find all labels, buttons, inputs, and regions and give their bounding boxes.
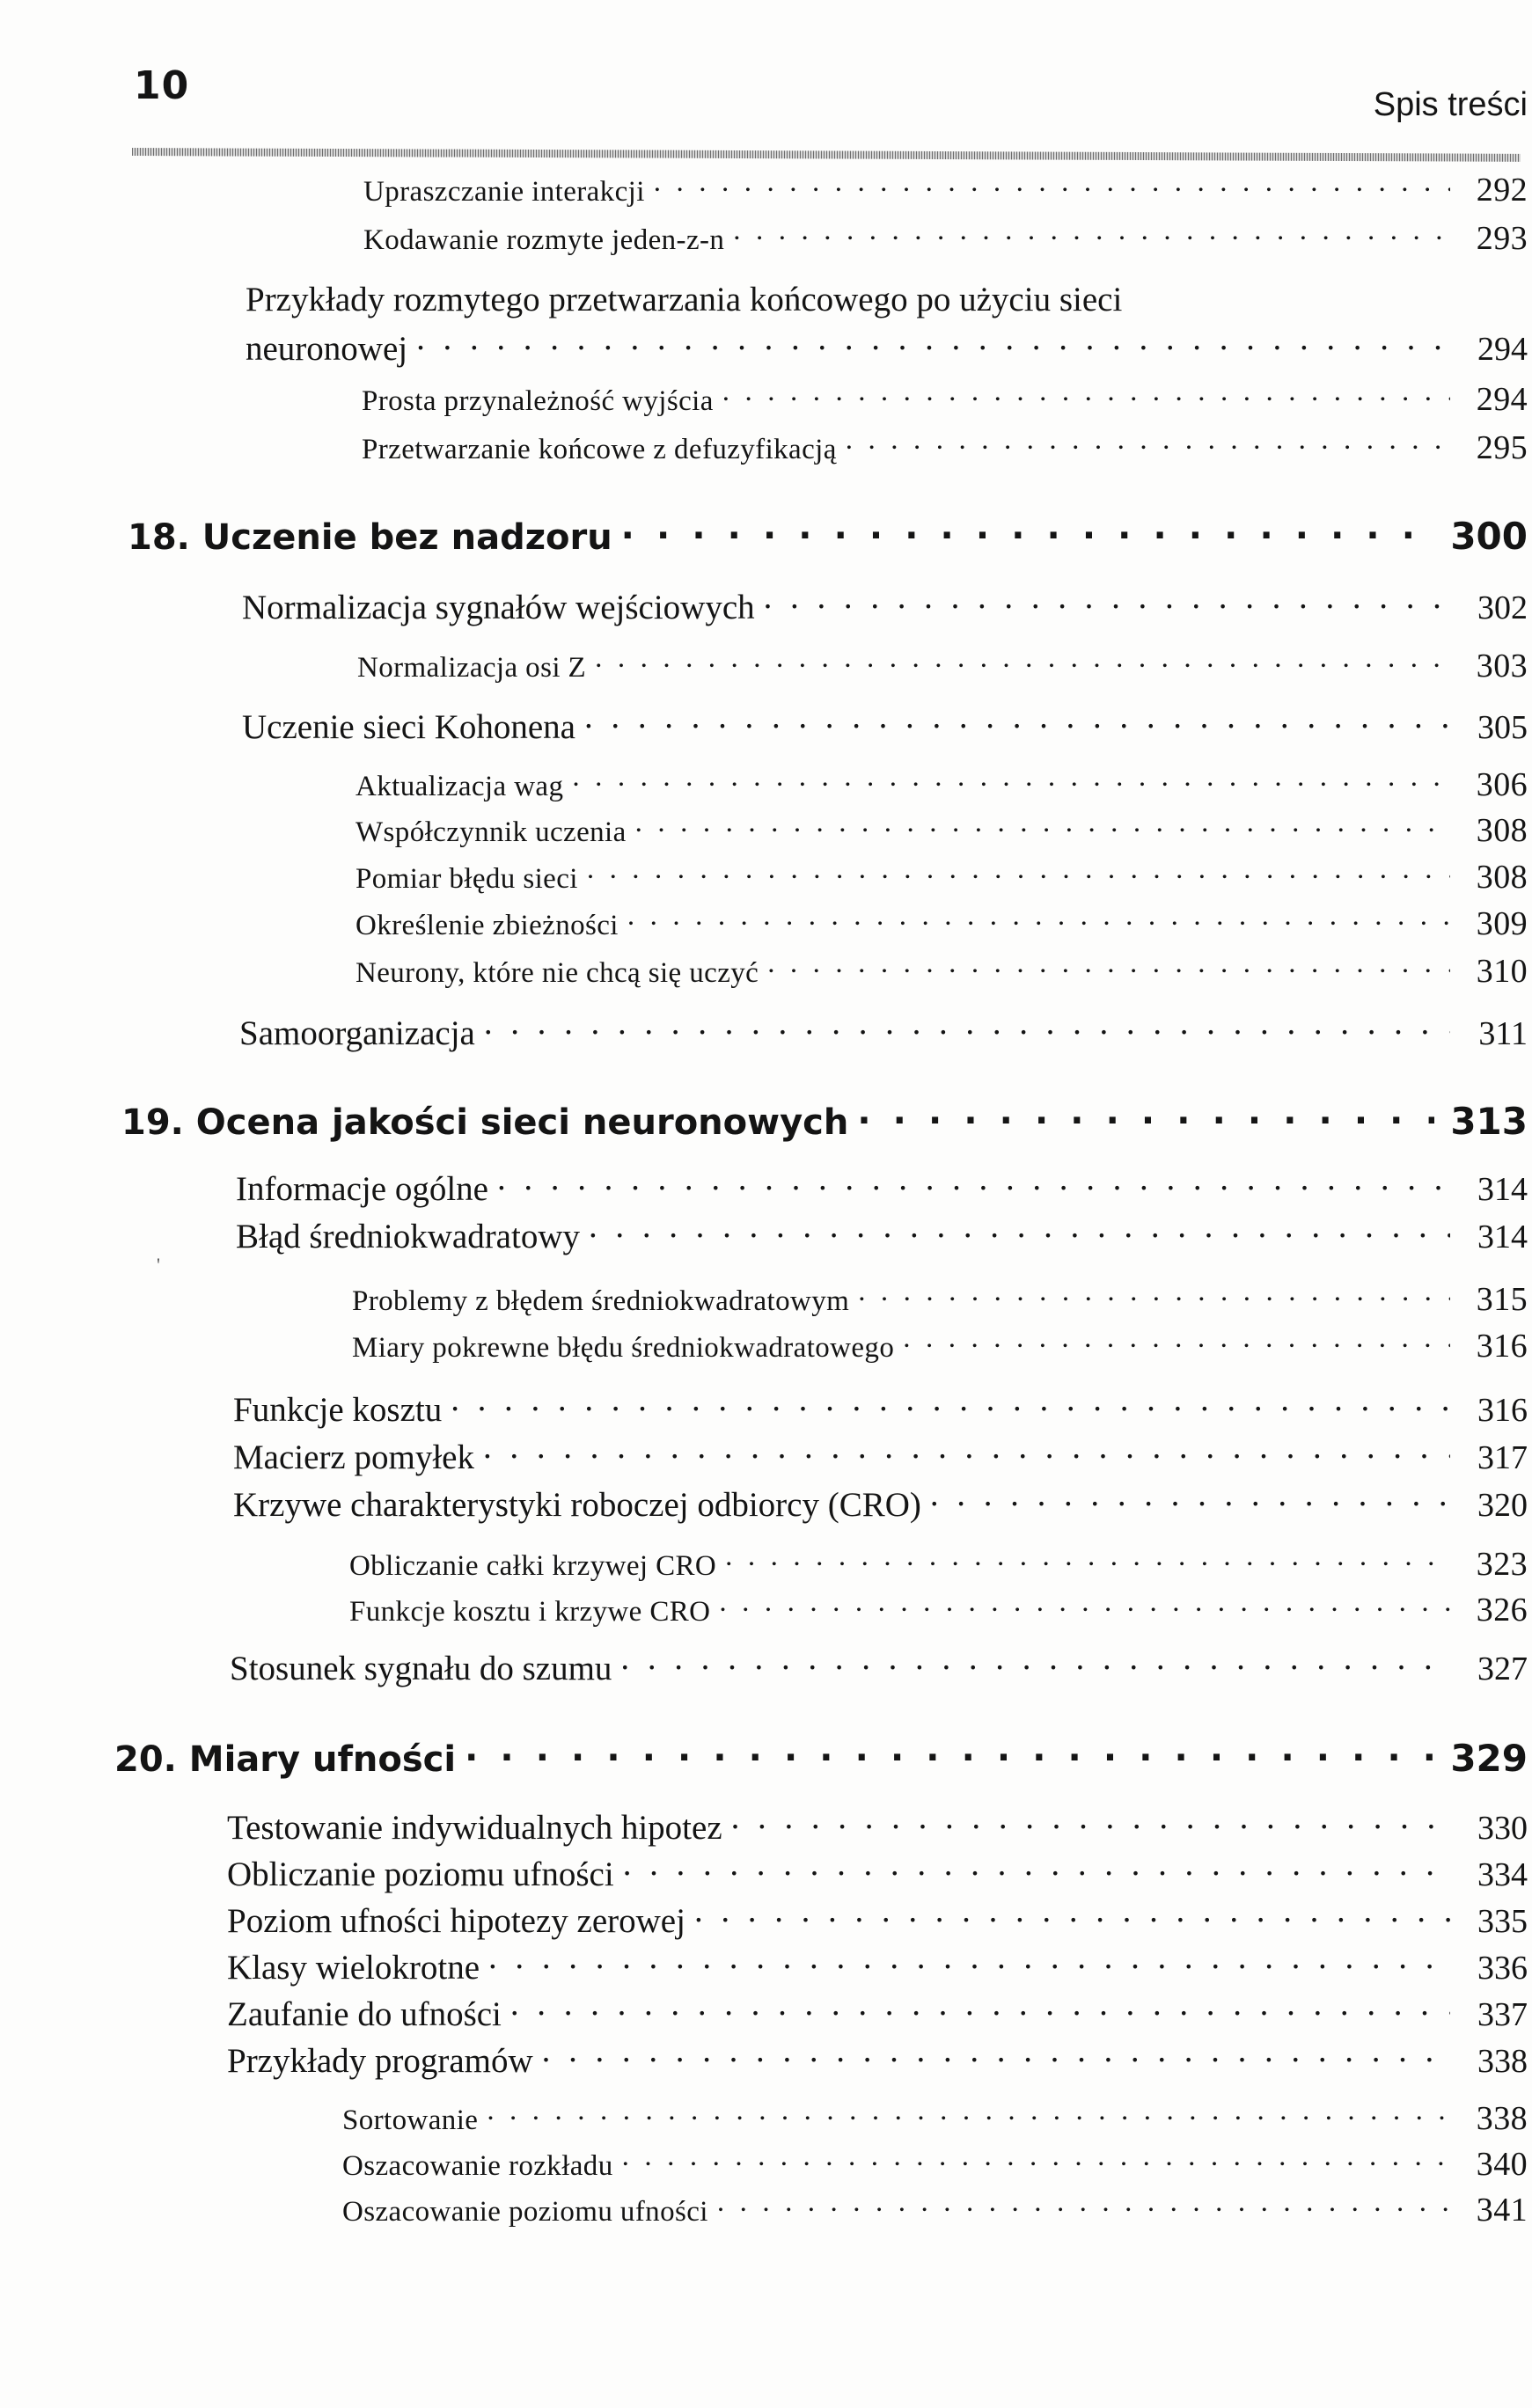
toc-entry-page: 336: [1477, 1950, 1528, 1987]
toc-entry[interactable]: [357, 647, 1528, 685]
toc-entry-page: 308: [1476, 859, 1528, 896]
toc-entry-page: 308: [1476, 812, 1528, 849]
toc-entry-title: Krzywe charakterystyki roboczej odbiorcy (CRO): [233, 1486, 921, 1524]
toc-entry-title: Prosta przynależność wyjścia: [362, 385, 714, 417]
toc-entry[interactable]: [363, 219, 1528, 258]
toc-entry[interactable]: [233, 1482, 1528, 1525]
toc-entry-page: 337: [1477, 1996, 1528, 2033]
toc-entry-page: 303: [1476, 648, 1528, 684]
toc-entry[interactable]: [233, 1434, 1528, 1477]
toc-entry-title: Sortowanie: [342, 2104, 479, 2136]
toc-chapter-page: 313: [1450, 1100, 1528, 1143]
toc-entry-title: Testowanie indywidualnych hipotez: [227, 1809, 722, 1847]
toc-entry-title: Oszacowanie rozkładu: [342, 2150, 613, 2182]
dot-leader: [731, 1804, 1450, 1839]
toc-entry-title: Funkcje kosztu i krzywe CRO: [349, 1596, 711, 1628]
toc-entry-page: 326: [1476, 1592, 1528, 1629]
toc-entry[interactable]: [362, 380, 1528, 419]
toc-entry-page: 340: [1476, 2146, 1528, 2183]
toc-entry[interactable]: [356, 811, 1528, 850]
dot-leader: [717, 2192, 1450, 2221]
dot-leader: [858, 1281, 1450, 1310]
dot-leader: [416, 326, 1450, 360]
toc-entry[interactable]: [362, 428, 1528, 467]
toc-chapter-title: 18. Uczenie bez nadzoru: [128, 517, 612, 558]
toc-entry[interactable]: [230, 1645, 1528, 1688]
toc-entry-title: Normalizacja sygnałów wejściowych: [242, 589, 755, 626]
toc-entry[interactable]: [342, 2099, 1528, 2138]
toc-entry[interactable]: [356, 952, 1528, 991]
toc-entry-title: Samoorganizacja: [239, 1014, 475, 1052]
toc-entry-title: Stosunek sygnału do szumu: [230, 1650, 612, 1687]
page-number: 10: [134, 63, 190, 108]
dot-leader: [764, 584, 1450, 618]
toc-entry-title: Miary pokrewne błędu średniokwadratowego: [352, 1332, 895, 1364]
toc-entry-page: 294: [1477, 331, 1528, 368]
toc-chapter-page: 300: [1450, 515, 1528, 558]
toc-entry-page: 292: [1476, 172, 1528, 209]
toc-entry-page: 294: [1476, 381, 1528, 418]
toc-entry-page: 335: [1477, 1903, 1528, 1940]
toc-entry[interactable]: [363, 171, 1528, 209]
dot-leader: [572, 766, 1450, 795]
toc-entry[interactable]: [227, 1804, 1528, 1848]
toc-entry-title: Obliczanie całki krzywej CRO: [349, 1550, 717, 1582]
toc-entry-title: Problemy z błędem średniokwadratowym: [352, 1285, 850, 1317]
toc-entry-title: neuronowej: [246, 330, 408, 368]
toc-entry-page: 315: [1476, 1281, 1528, 1318]
toc-entry[interactable]: [242, 584, 1528, 627]
toc-entry-page: 317: [1477, 1439, 1528, 1476]
dot-leader: [510, 1991, 1450, 2025]
dot-leader: [451, 1387, 1450, 1421]
toc-chapter[interactable]: [114, 1736, 1528, 1780]
toc-entry-title: Neurony, które nie chcą się uczyć: [356, 957, 759, 989]
toc-entry[interactable]: [342, 2145, 1528, 2184]
toc-entry-title: Przykłady programów: [227, 2042, 533, 2080]
dot-leader: [857, 1099, 1434, 1134]
dot-leader: [654, 172, 1450, 201]
toc-entry-title: Macierz pomyłek: [233, 1438, 474, 1476]
dot-leader: [694, 1898, 1450, 1932]
toc-entry-page: 316: [1477, 1392, 1528, 1429]
toc-entry-page: 338: [1477, 2043, 1528, 2080]
dot-leader: [497, 1166, 1450, 1200]
toc-entry-title: Oszacowanie poziomu ufności: [342, 2196, 708, 2228]
toc-entry-title: Normalizacja osi Z: [357, 652, 587, 684]
toc-entry-page: 302: [1477, 589, 1528, 626]
dot-leader: [722, 381, 1450, 410]
toc-chapter-title: 20. Miary ufności: [114, 1739, 457, 1780]
toc-entry-page: 295: [1476, 429, 1528, 466]
dot-leader: [622, 2146, 1450, 2175]
dot-leader: [930, 1482, 1450, 1516]
dot-leader: [621, 514, 1435, 549]
toc-entry-page: 327: [1477, 1650, 1528, 1687]
margin-mark: ': [157, 1254, 160, 1276]
dot-leader: [635, 812, 1450, 841]
toc-entry-page: 306: [1476, 766, 1528, 803]
toc-entry-title: Klasy wielokrotne: [227, 1949, 480, 1987]
toc-entry-title: Obliczanie poziomu ufności: [227, 1855, 614, 1893]
toc-chapter[interactable]: [121, 1099, 1528, 1143]
dot-leader: [589, 1213, 1450, 1248]
toc-entry-title: Określenie zbieżności: [356, 910, 619, 941]
toc-entry-page: 314: [1477, 1219, 1528, 1255]
toc-entry-page: 314: [1477, 1171, 1528, 1208]
dot-leader: [587, 859, 1450, 888]
dot-leader: [484, 1010, 1450, 1044]
dot-leader: [487, 2100, 1450, 2129]
dot-leader: [542, 2038, 1450, 2072]
toc-entry-title: Upraszczanie interakcji: [363, 176, 645, 208]
toc-entry-page: 334: [1477, 1856, 1528, 1893]
dot-leader: [627, 905, 1450, 934]
toc-entry-title: Przetwarzanie końcowe z defuzyfikacją: [362, 434, 837, 465]
toc-entry-title: Kodawanie rozmyte jeden-z-n: [363, 224, 725, 256]
toc-entry[interactable]: [227, 1991, 1528, 2034]
toc-entry-page: 310: [1476, 953, 1528, 990]
toc-entry-page: 311: [1478, 1015, 1528, 1052]
toc-entry[interactable]: [342, 2191, 1528, 2229]
dot-leader: [846, 429, 1450, 458]
toc-entry-title: Informacje ogólne: [236, 1170, 488, 1208]
dot-leader: [620, 1645, 1450, 1680]
toc-entry-title: Współczynnik uczenia: [356, 816, 627, 848]
toc-entry-title: Funkcje kosztu: [233, 1391, 443, 1429]
toc-entry[interactable]: [227, 1898, 1528, 1941]
dot-leader: [595, 648, 1450, 677]
dot-leader: [488, 1944, 1450, 1979]
dot-leader: [623, 1851, 1450, 1885]
toc-entry[interactable]: [227, 1944, 1528, 1987]
toc-entry[interactable]: [227, 2038, 1528, 2081]
toc-entry-page: 338: [1476, 2100, 1528, 2137]
toc-chapter[interactable]: [128, 514, 1528, 558]
toc-entry[interactable]: [236, 1213, 1528, 1256]
toc-entry-page: 323: [1476, 1546, 1528, 1583]
toc-entry-title: Aktualizacja wag: [356, 771, 564, 802]
dot-leader: [767, 953, 1450, 982]
toc-entry[interactable]: [246, 326, 1528, 369]
toc-entry-page: 320: [1477, 1487, 1528, 1524]
toc-entry-page: 316: [1476, 1328, 1528, 1365]
toc-chapter-page: 329: [1450, 1737, 1528, 1780]
dot-leader: [903, 1328, 1450, 1357]
dot-leader: [733, 220, 1450, 249]
toc-entry-title: Błąd średniokwadratowy: [236, 1218, 580, 1255]
running-head: Spis treści: [1373, 86, 1528, 123]
toc-entry[interactable]: [233, 1387, 1528, 1430]
toc-entry-title-line1: Przykłady rozmytego przetwarzania końcowego po użyciu sieci: [246, 281, 1123, 318]
toc-entry-page: 341: [1476, 2192, 1528, 2229]
toc-entry[interactable]: [349, 1591, 1528, 1629]
toc-entry[interactable]: [239, 1010, 1528, 1053]
toc-entry[interactable]: [352, 1280, 1528, 1319]
toc-entry[interactable]: [236, 1166, 1528, 1209]
toc-entry-title: Poziom ufności hipotezy zerowej: [227, 1902, 685, 1940]
dot-leader: [483, 1434, 1450, 1468]
toc-entry-page: 293: [1476, 220, 1528, 257]
toc-entry-page: 305: [1477, 709, 1528, 746]
toc-chapter-title: 19. Ocena jakości sieci neuronowych: [121, 1102, 849, 1143]
toc-entry[interactable]: [242, 704, 1528, 747]
dot-leader: [719, 1592, 1450, 1621]
toc-entry[interactable]: [352, 1327, 1528, 1365]
toc-entry-page: 330: [1477, 1810, 1528, 1847]
toc-entry-title: Zaufanie do ufności: [227, 1995, 502, 2033]
dot-leader: [465, 1736, 1434, 1771]
toc-entry[interactable]: [356, 904, 1528, 943]
toc-entry[interactable]: [227, 1851, 1528, 1894]
toc-entry-title: Uczenie sieci Kohonena: [242, 708, 575, 746]
toc-entry[interactable]: [349, 1545, 1528, 1584]
dot-leader: [725, 1546, 1450, 1575]
toc-entry-page: 309: [1476, 905, 1528, 942]
toc-entry[interactable]: [356, 858, 1528, 897]
dot-leader: [584, 704, 1450, 738]
toc-entry-title: Pomiar błędu sieci: [356, 863, 578, 895]
toc-entry[interactable]: [356, 765, 1528, 804]
